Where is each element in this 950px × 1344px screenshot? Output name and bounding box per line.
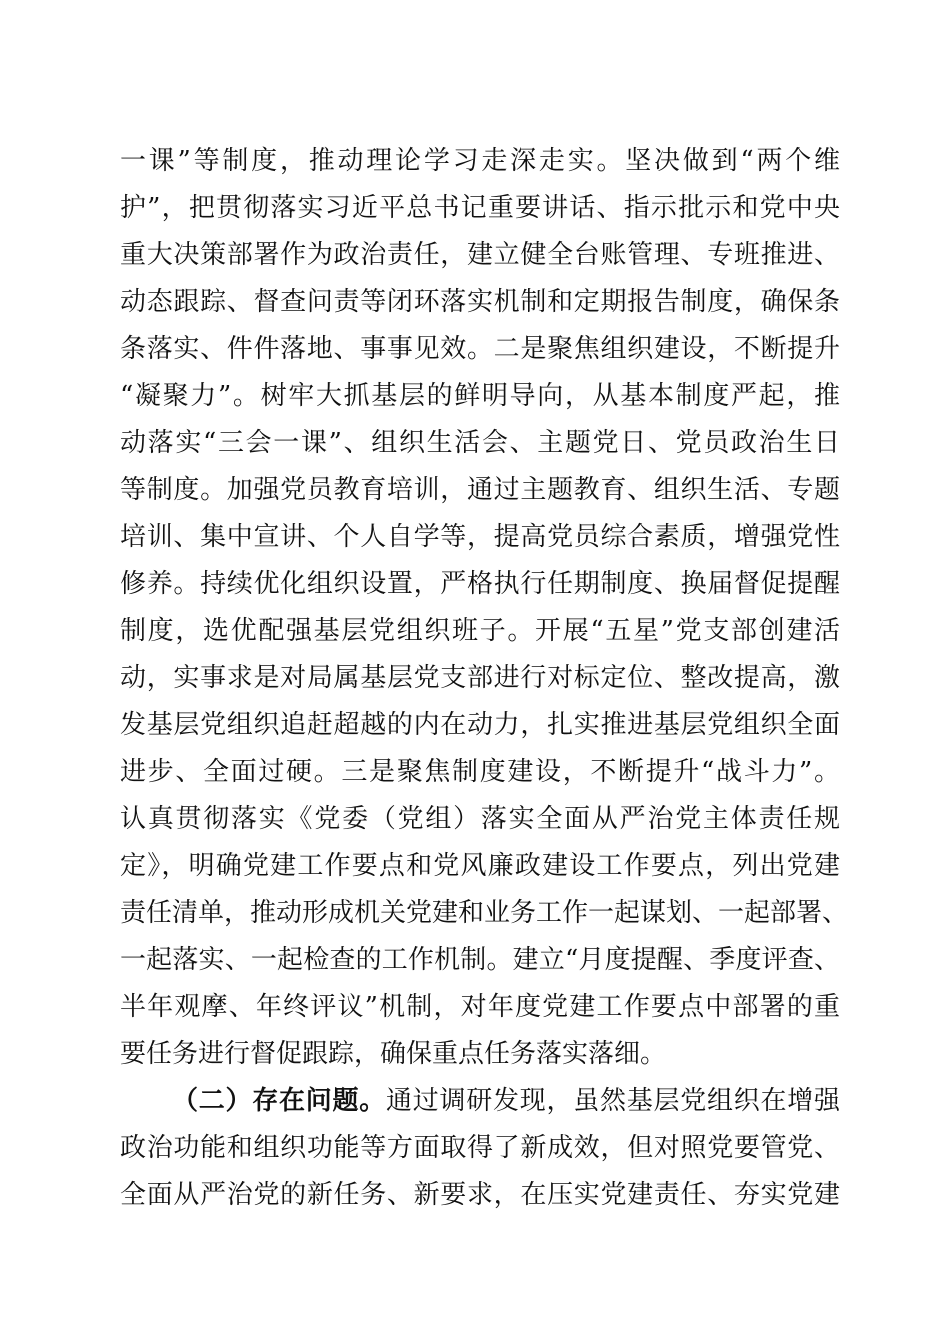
paragraph-2 (120, 1078, 840, 1219)
section-heading: （二）存在问题。 (172, 1086, 386, 1116)
text-line: 护”，把贯彻落实习近平总书记重要讲话、指示批示和党中央 (120, 193, 840, 223)
document-body (120, 138, 849, 1219)
text-line: 动落实“三会一课”、组织生活会、主题党日、党员政治生日 (120, 428, 840, 458)
text-line: 要任务进行督促跟踪，确保重点任务落实落细。 (120, 1039, 667, 1069)
text-line: 制度，选优配强基层党组织班子。开展“五星”党支部创建活 (120, 616, 840, 646)
text-line: 条落实、件件落地、事事见效。二是聚焦组织建设，不断提升 (120, 334, 840, 364)
text-line: 定》，明确党建工作要点和党风廉政建设工作要点，列出党建 (120, 851, 840, 881)
text-line: 一起落实、一起检查的工作机制。建立“月度提醒、季度评查、 (120, 945, 840, 975)
text-line: 进步、全面过硬。三是聚焦制度建设，不断提升“战斗力”。 (120, 757, 840, 787)
text-line: 培训、集中宣讲、个人自学等，提高党员综合素质，增强党性 (120, 522, 840, 552)
text-line: 重大决策部署作为政治责任，建立健全台账管理、专班推进、 (120, 240, 840, 270)
text-line: 责任清单，推动形成机关党建和业务工作一起谋划、一起部署、 (120, 898, 849, 928)
text-line: 修养。持续优化组织设置，严格执行任期制度、换届督促提醒 (120, 569, 840, 599)
text-line (120, 1078, 840, 1125)
text-line: 动态跟踪、督查问责等闭环落实机制和定期报告制度，确保条 (120, 287, 840, 317)
text-line: 一课”等制度，推动理论学习走深走实。坚决做到“两个维 (120, 146, 840, 176)
text-line: 等制度。加强党员教育培训，通过主题教育、组织生活、专题 (120, 475, 840, 505)
text-line: 发基层党组织追赶超越的内在动力，扎实推进基层党组织全面 (120, 710, 840, 740)
text-line: 政治功能和组织功能等方面取得了新成效，但对照党要管党、 (120, 1133, 840, 1163)
text-line: 认真贯彻落实《党委（党组）落实全面从严治党主体责任规 (120, 804, 840, 834)
text-line: 全面从严治党的新任务、新要求，在压实党建责任、夯实党建 (120, 1180, 840, 1210)
paragraph-1 (120, 138, 849, 1078)
text-run: 通过调研发现，虽然基层党组织在增强 (386, 1086, 840, 1116)
text-line: 动，实事求是对局属基层党支部进行对标定位、整改提高，激 (120, 663, 840, 693)
text-line: “凝聚力”。树牢大抓基层的鲜明导向，从基本制度严起，推 (120, 381, 840, 411)
text-line: 半年观摩、年终评议”机制，对年度党建工作要点中部署的重 (120, 992, 840, 1022)
